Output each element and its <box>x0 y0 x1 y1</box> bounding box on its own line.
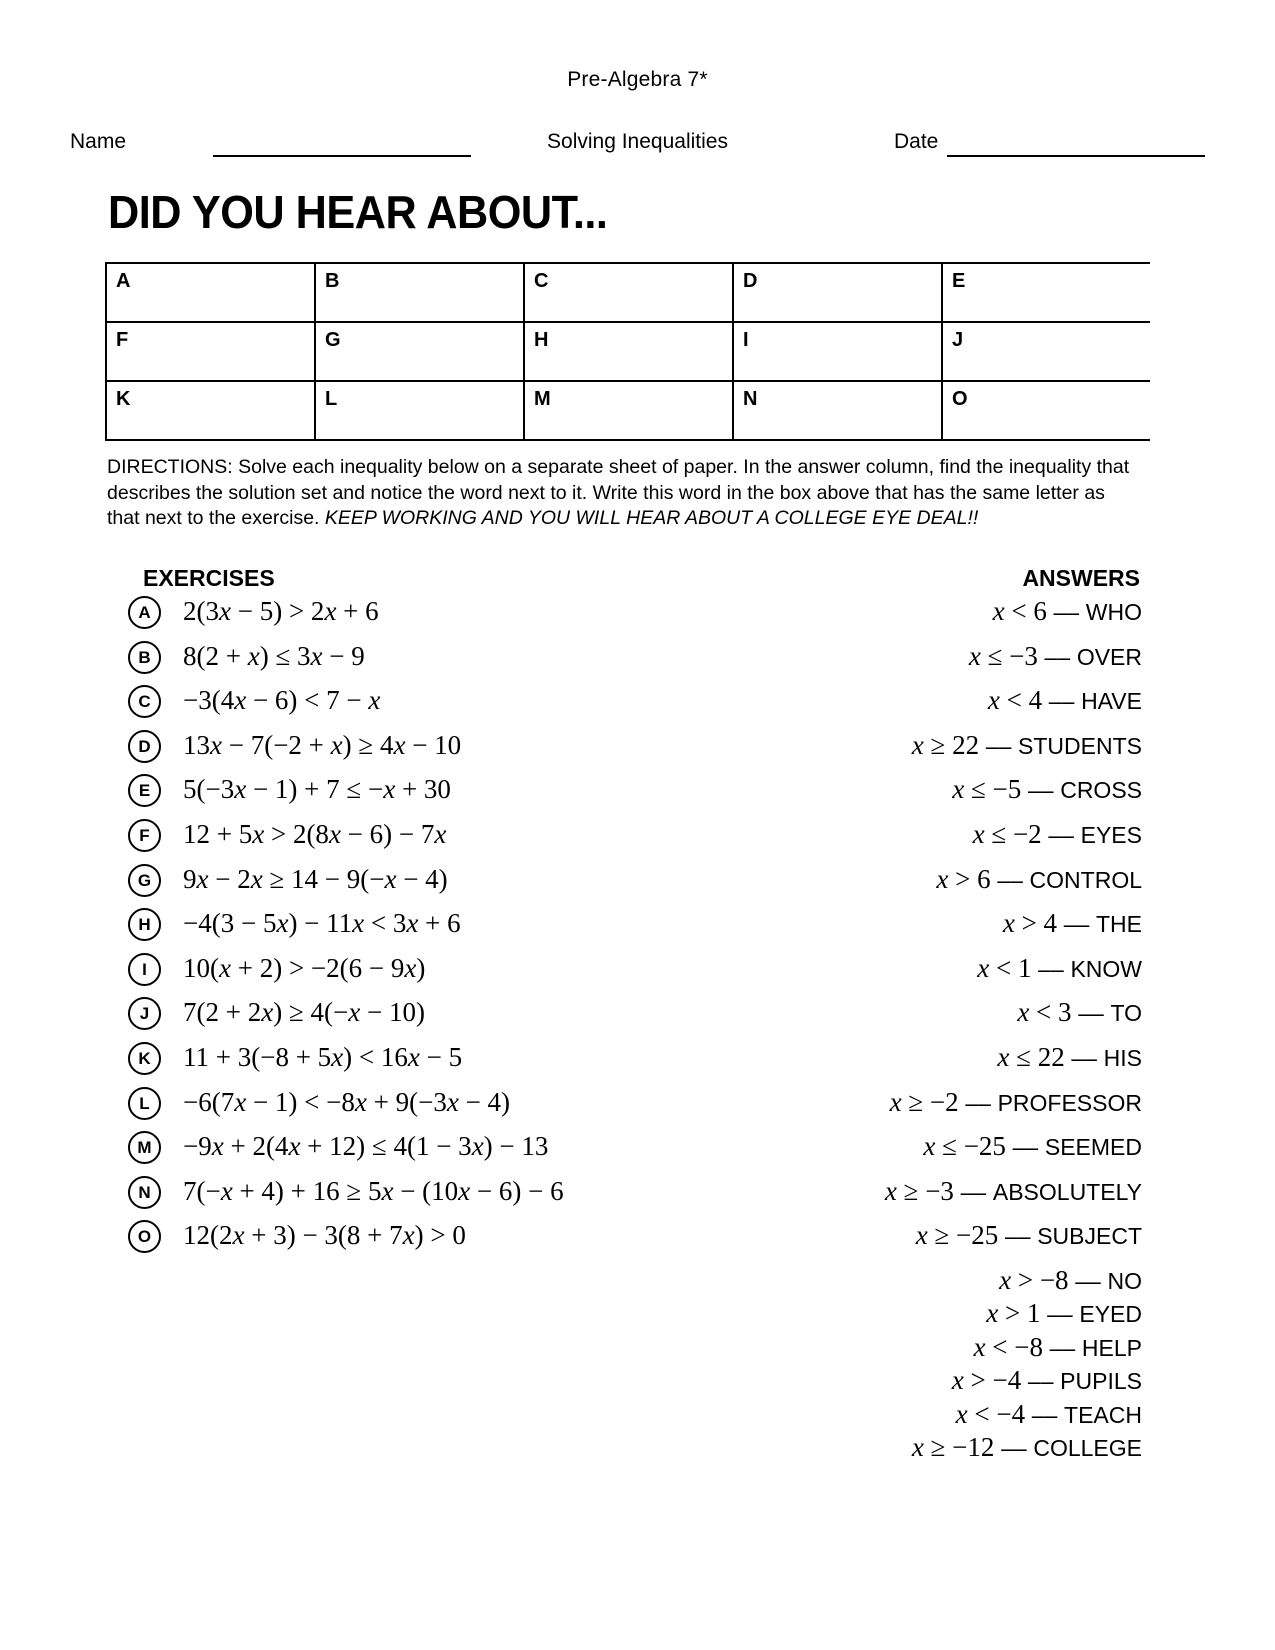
answer-inequality: x ≥ −3 <box>884 1175 954 1206</box>
answer-inequality: x ≥ −12 <box>911 1432 995 1463</box>
answer-inequality: x ≤ −3 <box>968 640 1038 671</box>
answer-dash: –– <box>1048 688 1075 715</box>
exercise-letter-b: B <box>128 641 161 674</box>
exercise-letter-e: E <box>128 774 161 807</box>
answer-inequality: x < 3 <box>1017 997 1072 1028</box>
grid-row <box>105 264 1150 323</box>
course-label: Pre-Algebra 7* <box>567 68 708 91</box>
answer-inequality: x < −4 <box>955 1398 1026 1429</box>
answer-dash: –– <box>1047 1301 1073 1328</box>
directions-body: DIRECTIONS: Solve each inequality below on a separate sheet of paper. In the answer column, find the inequality that describes the solution set and notice the word next to it. Write this word in the box above that has the same letter as that next to the exercise. <box>107 456 1130 529</box>
answer-dash: –– <box>1075 1267 1101 1294</box>
answer-word: STUDENTS <box>1018 732 1142 759</box>
exercise-equation-j: 7(2 + 2x) ≥ 4(−x − 10) <box>183 997 425 1028</box>
answer-dash: –– <box>1027 777 1054 804</box>
answer-dash: –– <box>985 732 1012 759</box>
answer-word: OVER <box>1076 643 1142 670</box>
page-title: DID YOU HEAR ABOUT... <box>108 186 608 238</box>
answer-dash: –– <box>1078 1000 1104 1027</box>
exercise-letter-m: M <box>128 1131 161 1164</box>
answer-word: EYED <box>1079 1301 1142 1328</box>
exercise-row <box>128 1083 768 1128</box>
exercises-heading: EXERCISES <box>143 565 275 591</box>
date-blank-rule[interactable] <box>947 155 1205 157</box>
exercise-equation-h: −4(3 − 5x) − 11x < 3x + 6 <box>183 908 461 939</box>
grid-cell-j[interactable]: J <box>941 323 1150 380</box>
exercise-equation-g: 9x − 2x ≥ 14 − 9(−x − 4) <box>183 863 448 894</box>
exercise-equation-f: 12 + 5x > 2(8x − 6) − 7x <box>183 818 447 849</box>
answer-dash: –– <box>1012 1134 1039 1161</box>
answer-word: EYES <box>1080 821 1142 848</box>
answer-row <box>760 1328 1142 1362</box>
answer-word: KNOW <box>1070 955 1142 982</box>
answer-word: PUPILS <box>1060 1368 1142 1395</box>
answer-dash: –– <box>1049 1334 1076 1361</box>
answer-row <box>760 1216 1142 1261</box>
answer-dash: –– <box>1071 1044 1097 1071</box>
name-label: Name <box>70 130 127 153</box>
grid-cell-b[interactable]: B <box>314 264 523 321</box>
grid-cell-l[interactable]: L <box>314 382 523 439</box>
grid-cell-c[interactable]: C <box>523 264 732 321</box>
answer-word: TEACH <box>1064 1401 1142 1428</box>
answer-word: ABSOLUTELY <box>992 1178 1142 1205</box>
grid-cell-d[interactable]: D <box>732 264 941 321</box>
answer-word: CONTROL <box>1029 866 1142 893</box>
exercise-equation-a: 2(3x − 5) > 2x + 6 <box>183 596 379 626</box>
answer-dash: –– <box>1001 1435 1027 1462</box>
answer-row <box>760 637 1142 682</box>
grid-cell-a[interactable]: A <box>105 264 314 321</box>
answer-word: THE <box>1096 911 1142 938</box>
exercise-row <box>128 1038 768 1083</box>
exercise-equation-e: 5(−3x − 1) + 7 ≤ −x + 30 <box>183 774 451 805</box>
answer-dash: –– <box>1048 821 1074 848</box>
exercise-equation-o: 12(2x + 3) − 3(8 + 7x) > 0 <box>183 1220 466 1251</box>
grid-cell-m[interactable]: M <box>523 382 732 439</box>
exercise-equation-l: −6(7x − 1) < −8x + 9(−3x − 4) <box>183 1086 511 1117</box>
answer-inequality: x < 1 <box>977 952 1032 983</box>
answer-dash: –– <box>1053 599 1080 625</box>
answer-row <box>760 815 1142 860</box>
answer-word: TO <box>1110 1000 1142 1027</box>
exercise-row <box>128 1216 768 1261</box>
answer-dash: –– <box>960 1178 987 1205</box>
answers-list <box>760 592 1142 1462</box>
exercise-equation-m: −9x + 2(4x + 12) ≤ 4(1 − 3x) − 13 <box>183 1131 549 1162</box>
answer-word: COLLEGE <box>1033 1435 1142 1462</box>
answer-word: PROFESSOR <box>997 1089 1142 1116</box>
answer-word: HIS <box>1103 1044 1142 1071</box>
answer-dash: –– <box>1004 1223 1031 1250</box>
answer-inequality: x < 4 <box>987 685 1043 716</box>
answer-inequality: x ≤ −25 <box>923 1131 1006 1162</box>
exercise-row <box>128 993 768 1038</box>
answer-row <box>760 1172 1142 1217</box>
name-date-line <box>70 130 1205 162</box>
answer-row <box>760 860 1142 905</box>
grid-cell-n[interactable]: N <box>732 382 941 439</box>
exercise-letter-i: I <box>128 953 161 986</box>
directions-emphasis: KEEP WORKING AND YOU WILL HEAR ABOUT A COLLEGE EYE DEAL!! <box>324 507 979 529</box>
answer-dash: –– <box>1027 1368 1054 1395</box>
exercise-row <box>128 681 768 726</box>
answer-dash: –– <box>1063 911 1090 938</box>
answer-word: HAVE <box>1081 688 1142 715</box>
exercise-equation-k: 11 + 3(−8 + 5x) < 16x − 5 <box>183 1041 463 1072</box>
answer-row <box>760 1294 1142 1328</box>
grid-row <box>105 323 1150 382</box>
answers-heading: ANSWERS <box>1022 565 1140 591</box>
answer-row <box>760 1395 1142 1429</box>
exercise-letter-f: F <box>128 819 161 852</box>
directions-text <box>107 455 1132 532</box>
answer-dash: –– <box>1044 643 1071 670</box>
exercise-equation-c: −3(4x − 6) < 7 − x <box>183 685 381 716</box>
exercise-row <box>128 1127 768 1172</box>
exercise-equation-b: 8(2 + x) ≤ 3x − 9 <box>183 640 365 671</box>
exercise-letter-g: G <box>128 864 161 897</box>
answer-row <box>760 770 1142 815</box>
answer-row <box>760 1083 1142 1128</box>
answer-inequality: x ≥ −25 <box>915 1220 999 1251</box>
answer-word: SEEMED <box>1044 1134 1142 1161</box>
answer-word: HELP <box>1081 1334 1142 1361</box>
exercise-letter-k: K <box>128 1042 161 1075</box>
answer-dash: –– <box>1031 1401 1058 1428</box>
exercise-letter-j: J <box>128 997 161 1030</box>
answer-word: CROSS <box>1060 777 1142 804</box>
grid-cell-f[interactable]: F <box>105 323 314 380</box>
answer-inequality: x > 6 <box>936 863 991 894</box>
answer-row <box>760 1127 1142 1172</box>
answer-inequality: x < 6 <box>992 596 1047 626</box>
answer-row <box>760 592 1142 637</box>
grid-cell-i[interactable]: I <box>732 323 941 380</box>
answer-row <box>760 904 1142 949</box>
exercise-letter-c: C <box>128 685 161 718</box>
exercise-equation-i: 10(x + 2) > −2(6 − 9x) <box>183 952 426 983</box>
exercise-row <box>128 1172 768 1217</box>
grid-cell-g[interactable]: G <box>314 323 523 380</box>
answer-inequality: x < −8 <box>973 1331 1043 1362</box>
answer-word: WHO <box>1085 599 1142 625</box>
answer-grid <box>105 262 1150 441</box>
exercises-list <box>128 592 768 1261</box>
answer-inequality: x ≥ 22 <box>911 729 980 760</box>
exercise-row <box>128 949 768 994</box>
answer-row <box>760 681 1142 726</box>
grid-cell-k[interactable]: K <box>105 382 314 439</box>
answer-row <box>760 1428 1142 1462</box>
date-label: Date <box>894 130 939 153</box>
exercise-row <box>128 592 768 637</box>
exercise-letter-l: L <box>128 1087 161 1120</box>
grid-cell-h[interactable]: H <box>523 323 732 380</box>
answer-row <box>760 1038 1142 1083</box>
answer-inequality: x > −4 <box>951 1365 1022 1396</box>
answer-word: NO <box>1107 1267 1142 1294</box>
exercise-letter-d: D <box>128 730 161 763</box>
answer-inequality: x > 1 <box>986 1298 1041 1329</box>
answer-dash: –– <box>1038 955 1064 982</box>
answer-row <box>760 726 1142 771</box>
answer-row <box>760 1261 1142 1295</box>
exercise-row <box>128 637 768 682</box>
answer-inequality: x ≤ −5 <box>952 774 1022 805</box>
exercise-row <box>128 726 768 771</box>
exercise-row <box>128 904 768 949</box>
answer-row <box>760 1361 1142 1395</box>
exercise-letter-n: N <box>128 1176 161 1209</box>
answer-inequality: x ≥ −2 <box>889 1086 959 1117</box>
grid-row <box>105 382 1150 441</box>
exercise-row <box>128 815 768 860</box>
answer-dash: –– <box>965 1089 991 1116</box>
grid-cell-o[interactable]: O <box>941 382 1150 439</box>
exercise-letter-o: O <box>128 1220 161 1253</box>
exercise-equation-n: 7(−x + 4) + 16 ≥ 5x − (10x − 6) − 6 <box>183 1175 564 1206</box>
name-blank-rule[interactable] <box>213 155 471 157</box>
answer-inequality: x ≤ −2 <box>972 818 1042 849</box>
grid-cell-e[interactable]: E <box>941 264 1150 321</box>
answer-word: SUBJECT <box>1037 1223 1142 1250</box>
answer-inequality: x > 4 <box>1002 908 1058 939</box>
answer-inequality: x > −8 <box>999 1264 1069 1295</box>
answer-inequality: x ≤ 22 <box>997 1041 1065 1072</box>
exercise-letter-h: H <box>128 908 161 941</box>
answer-row <box>760 993 1142 1038</box>
exercise-row <box>128 860 768 905</box>
answer-row <box>760 949 1142 994</box>
exercise-equation-d: 13x − 7(−2 + x) ≥ 4x − 10 <box>183 729 462 760</box>
answer-dash: –– <box>997 866 1023 893</box>
exercise-letter-a: A <box>128 596 161 629</box>
exercise-row <box>128 770 768 815</box>
worksheet-topic: Solving Inequalities <box>547 130 728 153</box>
